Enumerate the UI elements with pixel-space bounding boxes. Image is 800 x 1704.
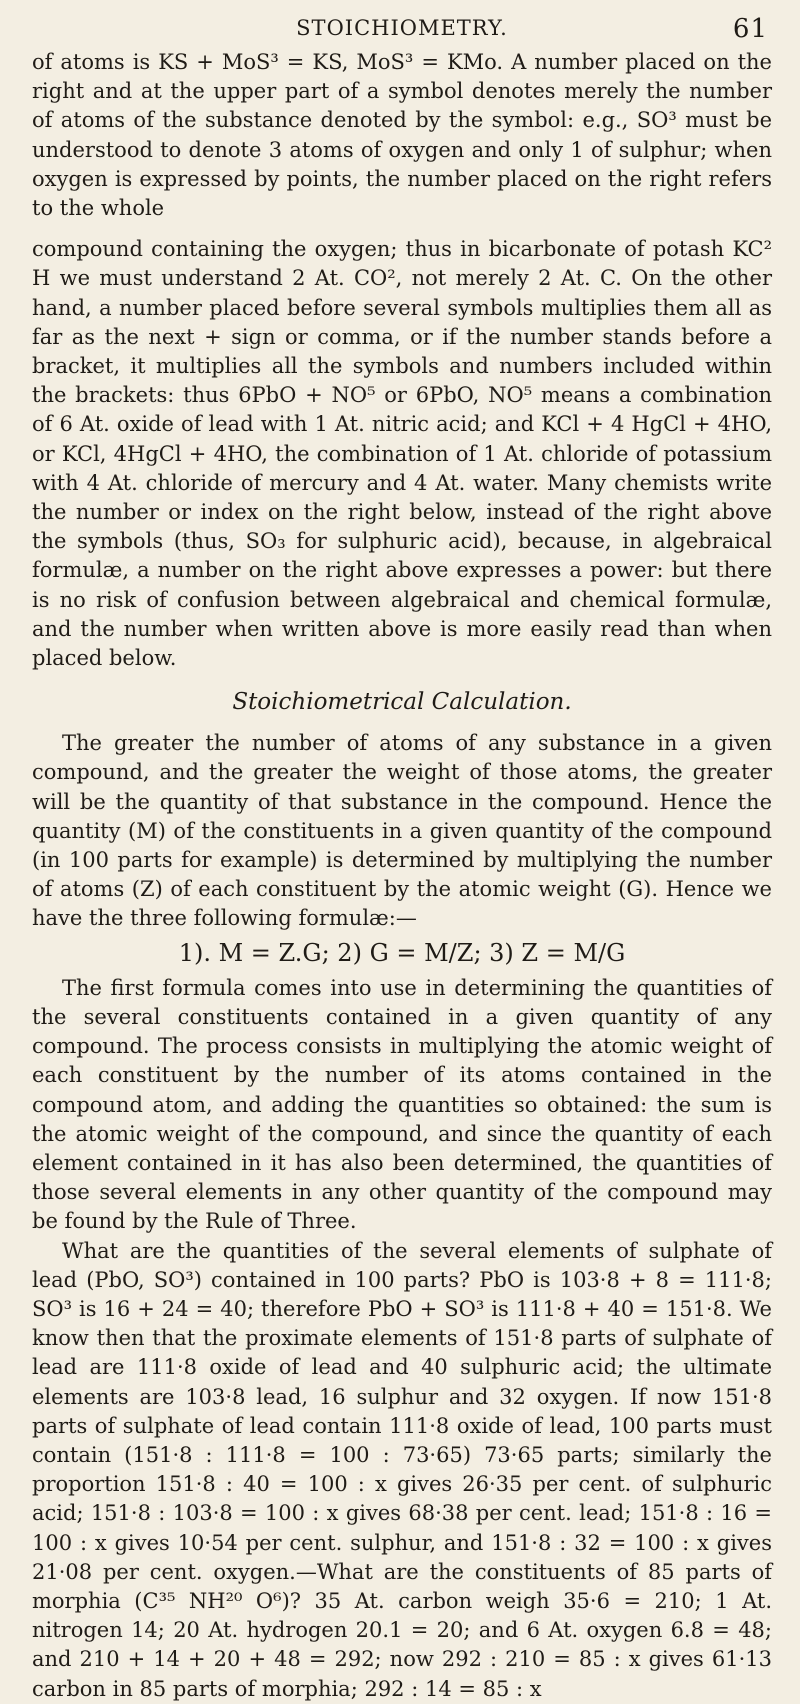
paragraph-continuation: of atoms is KS + MoS³ = KS, MoS³ = KMo. A number placed on the right and at the upper part of a symbol denotes merely the number of atoms of the substance denoted by the symbol: e.g., SO³ must be understood to denote 3 atoms of oxygen and only 1 of sulphur; when oxygen is expressed by points, the number placed on the right refers to the whole <box>32 50 772 221</box>
running-title: STOICHIOMETRY. <box>296 16 508 40</box>
formulae-line: 1). M = Z.G; 2) G = M/Z; 3) Z = M/G <box>178 938 626 967</box>
paragraph-first-formula: The first formula comes into use in determining the quantities of the several constituents contained in a given quantity of any compound. The process consists in multiplying the atomic weight of each constituent by the number of its atoms contained in the compound atom, and adding the quantities so obtained: the sum is the atomic weight of the compound, and since the quantity of each element contained in it has also been determined, the quantities of those several elements in any other quantity of the compound may be found by the Rule of Three. <box>32 975 772 1234</box>
paragraph-example: What are the quantities of the several elements of sulphate of lead (PbO, SO³) contained in 100 parts? PbO is 103·8 + 8 = 111·8; SO³ is 16 + 24 = 40; therefore PbO + SO³ is 111·8 + 40 = 151·8. We know then that the proximate elements of 151·8 parts of sulphate of lead are 111·8 oxide of lead and 40 sulphuric acid; the ultimate elements are 103·8 lead, 16 sulphur and 32 oxygen. If now 151·8 parts of sulphate of lead contain 111·8 oxide of lead, 100 parts must contain (151·8 : 111·8 = 100 : 73·65) 73·65 parts; similarly the proportion 151·8 : 40 = 100 : x gives 26·35 per cent. of sulphuric acid; 151·8 : 103·8 = 100 : x gives 68·38 per cent. lead; 151·8 : 16 = 100 : x gives 10·54 per cent. sulphur, and 151·8 : 32 = 100 : x gives 21·08 per cent. oxygen.—What are the constituents of 85 parts of morphia (C³⁵ NH²⁰ O⁶)? 35 At. carbon weigh 35·6 = 210; 1 At. nitrogen 14; 20 At. hydrogen 20.1 = 20; and 6 At. oxygen 6.8 = 48; and 210 + 14 + 20 + 48 = 292; now 292 : 210 = 85 : x gives 61·13 carbon in 85 parts of morphia; 292 : 14 = 85 : x <box>32 1238 772 1701</box>
section-heading: Stoichiometrical Calculation. <box>232 689 572 716</box>
paragraph-intro: The greater the number of atoms of any substance in a given compound, and the greater the weight of those atoms, the greater will be the quantity of that substance in the compound. Hence the quantity (M) of the constituents in a given quantity of the compound (in 100 parts for example) is determined by multiplying the number of atoms (Z) of each constituent by the atomic weight (G). Hence we have the three following formulæ:— <box>32 731 772 931</box>
running-head <box>32 12 772 48</box>
paragraph-notation: compound containing the oxygen; thus in bicarbonate of potash KC² H we must understand 2 At. CO², not merely 2 At. C. On the other hand, a number placed before several symbols multiplies them all as far as the next + sign or comma, or if the number stands before a bracket, it multiplies all the symbols and numbers included within the brackets: thus 6PbO + NO⁵ or 6PbO, NO⁵ means a combination of 6 At. oxide of lead with 1 At. nitric acid; and KCl + 4 HgCl + 4HO, or KCl, 4HgCl + 4HO, the combination of 1 At. chloride of potassium with 4 At. chloride of mercury and 4 At. water. Many chemists write the number or index on the right below, instead of the right above the symbols (thus, SO₃ for sulphuric acid), because, in algebraical formulæ, a number on the right above expresses a power: but there is no risk of confusion between algebraical and chemical formulæ, and the number when written above is more easily read than when placed below. <box>32 237 772 671</box>
page-number: 61 <box>732 14 768 44</box>
paragraph-gap <box>32 223 772 235</box>
